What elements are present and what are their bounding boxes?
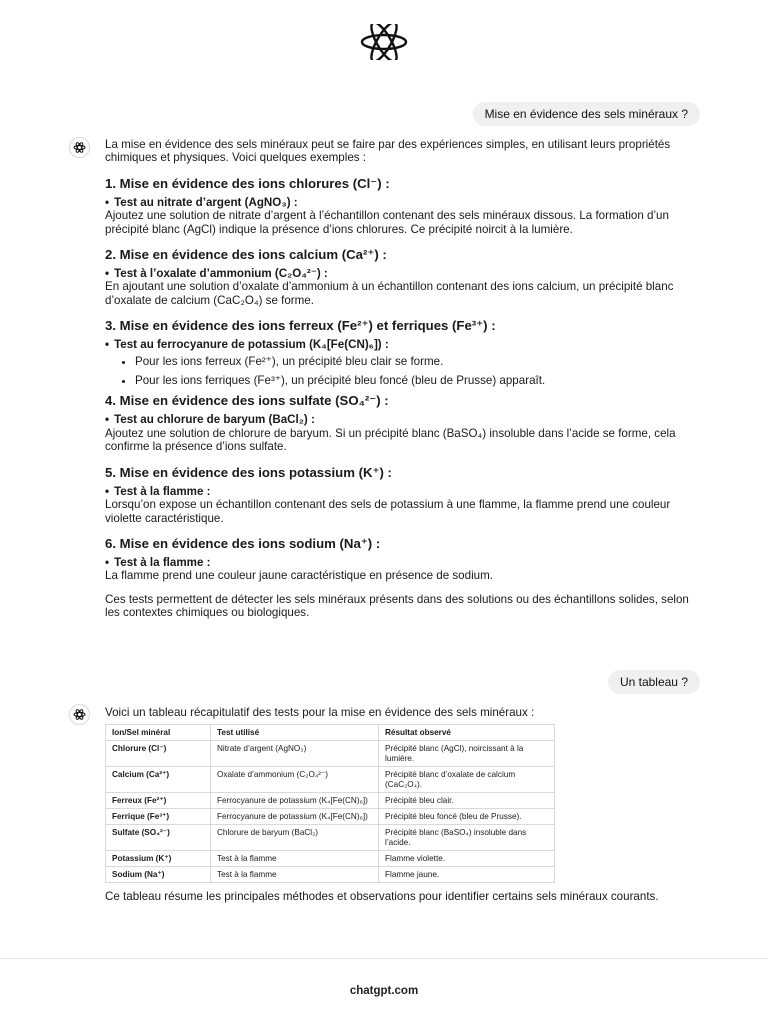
section-body: La flamme prend une couleur jaune caractéristique en présence de sodium.: [105, 569, 493, 583]
list-item: • Pour les ions ferriques (Fe³⁺), un précipité bleu foncé (bleu de Prusse) apparaît.: [135, 374, 695, 387]
section-heading: 2. Mise en évidence des ions calcium (Ca²⁺) :: [105, 247, 387, 263]
table-cell: Potassium (K⁺): [106, 851, 211, 867]
table-cell: Précipité blanc (AgCl), noircissant à la lumière.: [379, 741, 555, 767]
section-body: Ajoutez une solution de nitrate d’argent à l’échantillon contenant des sels minéraux dissous. La formation d’un précipité blanc (AgCl) indique la présence d’ions chlorures. Ce précipité noircit à la lumière.: [105, 209, 669, 236]
section-potassium: [105, 465, 695, 525]
section-heading: 1. Mise en évidence des ions chlorures (Cl⁻) :: [105, 175, 390, 191]
section-body: Ajoutez une solution de chlorure de baryum. Si un précipité blanc (BaSO₄) insoluble dans l’acide se forme, cela confirme la présence d’ions sulfate.: [105, 426, 676, 454]
section-heading: 6. Mise en évidence des ions sodium (Na⁺) :: [105, 535, 381, 551]
test-title: • Test au chlorure de baryum (BaCl₂) :: [105, 413, 315, 427]
table-row: [106, 825, 555, 851]
table-header-row: [106, 725, 555, 741]
table-row: [106, 767, 555, 793]
section-heading: 3. Mise en évidence des ions ferreux (Fe²⁺) et ferriques (Fe³⁺) :: [105, 318, 496, 334]
table-cell: Ferrique (Fe³⁺): [106, 809, 211, 825]
list-item: • Pour les ions ferreux (Fe²⁺), un précipité bleu clair se forme.: [135, 355, 695, 368]
user-message-bubble: Un tableau ?: [608, 670, 700, 694]
table-cell: Ferrocyanure de potassium (K₄[Fe(CN)₆]): [211, 809, 379, 825]
answer-intro: Voici un tableau récapitulatif des tests pour la mise en évidence des sels minéraux :: [105, 706, 535, 719]
table-cell: Sulfate (SO₄²⁻): [106, 825, 211, 851]
table-cell: Précipité bleu foncé (bleu de Prusse).: [379, 809, 555, 825]
table-cell: Calcium (Ca²⁺): [106, 767, 211, 793]
table-cell: Sodium (Na⁺): [106, 867, 211, 883]
footer-divider: [0, 958, 768, 959]
test-title: • Test à la flamme :: [105, 484, 211, 498]
section-body: En ajoutant une solution d’oxalate d’ammonium à un échantillon contenant des ions calcium, un précipité blanc d’oxalate de calcium (CaC₂O₄) se forme.: [105, 280, 674, 307]
assistant-avatar-icon: [69, 137, 90, 158]
answer-intro: La mise en évidence des sels minéraux peut se faire par des expériences simples, en utilisant leurs propriétés chimiques et physiques. Voici quelques exemples :: [105, 138, 671, 165]
section-body: Lorsqu’on expose un échantillon contenant des sels de potassium à une flamme, la flamme prend une couleur violette caractéristique.: [105, 498, 671, 525]
table-cell: Ferreux (Fe²⁺): [106, 793, 211, 809]
footer-domain[interactable]: chatgpt.com: [349, 985, 419, 997]
test-title: • Test au ferrocyanure de potassium (K₄[Fe(CN)₆]) :: [105, 338, 389, 352]
table-row: [106, 851, 555, 867]
table-row: [106, 793, 555, 809]
answer-closing: Ces tests permettent de détecter les sels minéraux présents dans des solutions ou des échantillons solides, selon les contextes chimiques ou biologiques.: [105, 592, 689, 620]
assistant-avatar-icon: [69, 704, 90, 725]
summary-table: [105, 724, 555, 883]
table-row: [106, 809, 555, 825]
openai-logo-icon: [359, 24, 409, 60]
test-title: • Test à l’oxalate d’ammonium (C₂O₄²⁻) :: [105, 267, 328, 281]
table-cell: Nitrate d’argent (AgNO₃): [211, 741, 379, 767]
test-title: • Test à la flamme :: [105, 555, 211, 569]
assistant-message: [105, 138, 695, 620]
table-cell: Flamme violette.: [379, 851, 555, 867]
user-message-bubble: Mise en évidence des sels minéraux ?: [473, 102, 700, 126]
table-row: [106, 741, 555, 767]
table-cell: Ferrocyanure de potassium (K₄[Fe(CN)₆]): [211, 793, 379, 809]
table-cell: Chlorure (Cl⁻): [106, 741, 211, 767]
section-sodium: [105, 536, 695, 583]
section-fer: [105, 318, 695, 387]
table-cell: Précipité blanc d’oxalate de calcium (CaC₂O₄).: [379, 767, 555, 793]
column-header: Ion/Sel minéral: [106, 725, 211, 741]
section-chlorures: [105, 176, 695, 236]
section-sulfate: [105, 393, 695, 453]
table-cell: Précipité blanc (BaSO₄) insoluble dans l’acide.: [379, 825, 555, 851]
table-cell: Précipité bleu clair.: [379, 793, 555, 809]
column-header: Résultat observé: [379, 725, 555, 741]
table-cell: Test à la flamme: [211, 851, 379, 867]
assistant-message: [105, 706, 695, 904]
section-heading: 5. Mise en évidence des ions potassium (K⁺) :: [105, 464, 392, 480]
column-header: Test utilisé: [211, 725, 379, 741]
test-title: • Test au nitrate d’argent (AgNO₃) :: [105, 195, 298, 209]
bullet-list: [105, 355, 695, 388]
table-cell: Test à la flamme: [211, 867, 379, 883]
table-row: [106, 867, 555, 883]
table-cell: Oxalate d’ammonium (C₂O₄²⁻): [211, 767, 379, 793]
section-calcium: [105, 247, 695, 307]
table-cell: Chlorure de baryum (BaCl₂): [211, 825, 379, 851]
section-heading: 4. Mise en évidence des ions sulfate (SO₄²⁻) :: [105, 393, 389, 409]
answer-closing: Ce tableau résume les principales méthodes et observations pour identifier certains sels minéraux courants.: [105, 890, 659, 904]
table-cell: Flamme jaune.: [379, 867, 555, 883]
